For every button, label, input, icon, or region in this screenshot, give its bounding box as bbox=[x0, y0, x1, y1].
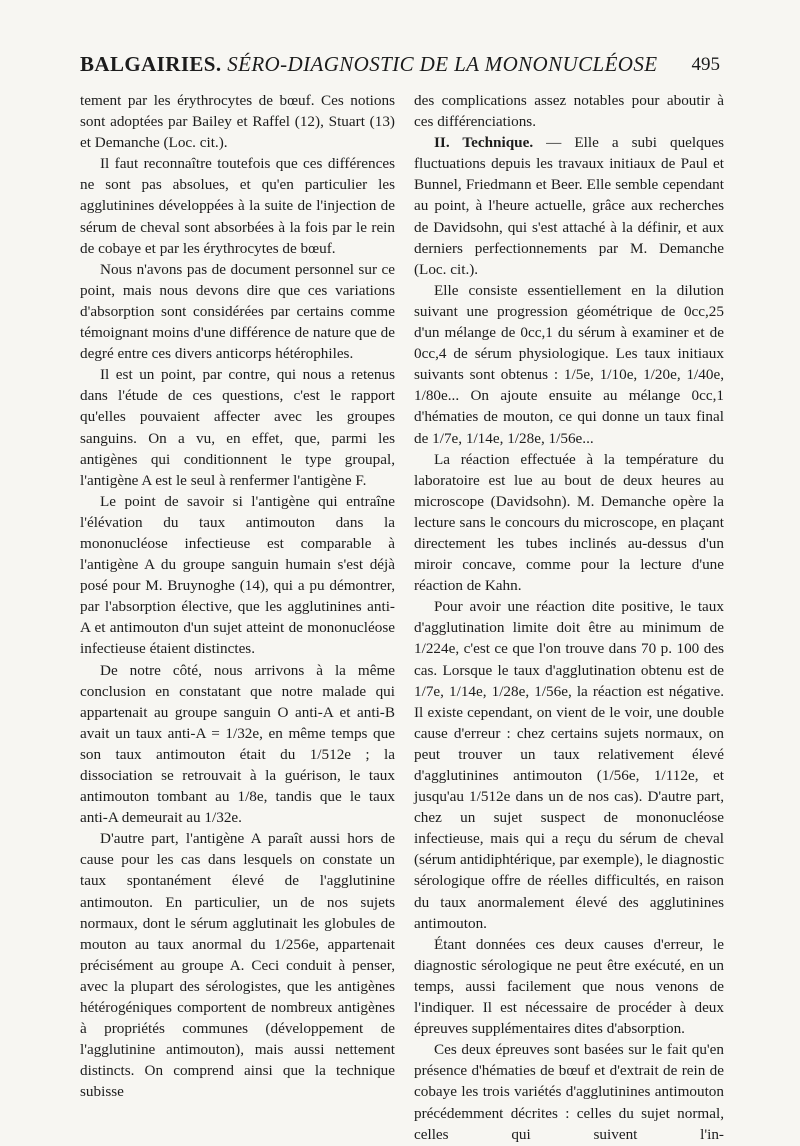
paragraph: Elle consiste essentiellement en la dilution suivant une progression géométrique de 0cc,25 d'un mélange de 0cc,1 du sérum à examiner et de 0cc,4 de sérum physiologique. Les taux initiaux suivants sont obtenus : 1/5e, 1/10e, 1/20e, 1/40e, 1/80e... On ajoute ensuite au mélange 0cc,1 d'hématies de mouton, ce qui donne un taux final de 1/7e, 1/14e, 1/28e, 1/56e... bbox=[414, 281, 724, 447]
paragraph: Pour avoir une réaction dite positive, le taux d'agglutination limite doit être au minimum de 1/224e, c'est ce que l'on trouve dans 70 p. 100 des cas. Lorsque le taux d'agglutination obtenu est de 1/7e, 1/14e, 1/28e, 1/56e, la réaction est négative. Il existe cependant, on vient de le voir, une double cause d'erreur : chez certains sujets normaux, on peut trouver un taux relativement élevé d'agglutinines antimouton (1/56e, 1/112e, et jusqu'au 1/512e dans un de nos cas). D'autre part, chez un sujet suspect de mononucléose infectieuse, mais qui a reçu du sérum de cheval (sérum antidiphtérique, par exemple), le diagnostic sérologique offre de réelles difficultés, en raison du taux anormalement élevé des agglutinines antimouton. bbox=[414, 598, 724, 932]
paragraph: D'autre part, l'antigène A paraît aussi hors de cause pour les cas dans lesquels on constate un taux spontanément élevé de l'agglutinine antimouton. En particulier, un de nos sujets normaux, dont le sérum agglutinait les globules de mouton au taux anormal du 1/256e, appartenait précisément au groupe A. Ceci conduit à penser, avec la plupart des sérologistes, que les antigènes hétérogéniques comportent de nombreux antigènes à propriétés communes (développement de l'agglutinine antimouton), mais aussi nettement distincts. On comprend ainsi que la technique subisse bbox=[80, 830, 395, 1101]
left-column bbox=[80, 90, 395, 1103]
paragraph-text: — Elle a subi quelques fluctuations depuis les travaux initiaux de Paul et Bunnel, Friedmann et Beer. Elle semble cependant au point, à l'heure actuelle, grâce aux recherches de Davidsohn, qui s'est attaché à la définir, et aux derniers perfectionnements par M. Demanche (Loc. cit.). bbox=[414, 134, 724, 278]
running-title-author: BALGAIRIES. bbox=[80, 52, 222, 76]
paragraph: De notre côté, nous arrivons à la même conclusion en constatant que notre malade qui appartenait au groupe sanguin O anti-A et anti-B avait un taux anti-A = 1/32e, en même temps que son taux antimouton était du 1/512e ; la dissociation se retrouvait à la guérison, le taux antimouton tombant au 1/8e, tandis que le taux anti-A demeurait au 1/32e. bbox=[80, 661, 395, 827]
paragraph: tement par les érythrocytes de bœuf. Ces notions sont adoptées par Bailey et Raffel (12), Stuart (13) et Demanche (Loc. cit.). bbox=[80, 92, 395, 152]
running-title bbox=[80, 52, 658, 77]
page-number: 495 bbox=[691, 54, 720, 75]
paragraph: La réaction effectuée à la température du laboratoire est lue au bout de deux heures au microscope (Davidsohn). M. Demanche opère la lecture sans le concours du microscope, en plaçant directement les tubes inclinés au-dessus d'un miroir concave, comme pour la lecture d'une réaction de Kahn. bbox=[414, 450, 724, 595]
running-title-text: SÉRO-DIAGNOSTIC DE LA MONONUCLÉOSE bbox=[227, 52, 658, 76]
paragraph: Étant données ces deux causes d'erreur, le diagnostic sérologique ne peut être exécuté, en un temps, aussi facilement que nous venons de l'indiquer. Il est nécessaire de procéder à deux épreuves supplémentaires dites d'absorption. bbox=[414, 935, 724, 1038]
paragraph: Nous n'avons pas de document personnel sur ce point, mais nous devons dire que ces variations d'absorption sont considérées par certains comme témoignant moins d'une différence de nature que de degré entre ces divers anticorps hétérophiles. bbox=[80, 260, 395, 363]
section-paragraph bbox=[414, 132, 724, 280]
paragraph: Il faut reconnaître toutefois que ces différences ne sont pas absolues, et qu'en particulier les agglutinines développées à la suite de l'injection de sérum de cheval sont absorbées à la fois par le rein de cobaye et par les érythrocytes de bœuf. bbox=[80, 155, 395, 257]
paragraph: des complications assez notables pour aboutir à ces différenciations. bbox=[414, 92, 724, 131]
paragraph: Le point de savoir si l'antigène qui entraîne l'élévation du taux antimouton dans la mononucléose infectieuse est comparable à l'antigène A du groupe sanguin humain s'est déjà posé pour M. Bruynoghe (14), qui a pu démontrer, par l'absorption élective, que les agglutinines anti-A et antimouton d'un sujet atteint de mononucléose infectieuse étaient distinctes. bbox=[80, 492, 395, 658]
paragraph: Il est un point, par contre, qui nous a retenus dans l'étude de ces questions, c'est le rapport qu'elles pouvaient affecter avec les groupes sanguins. On a vu, en effet, que, parmi les antigènes qui conditionnent le type groupal, l'antigène A est le seul à renfermer l'antigène F. bbox=[80, 366, 395, 489]
page-header bbox=[80, 52, 720, 82]
right-column bbox=[414, 90, 724, 1145]
section-heading: II. Technique. bbox=[434, 134, 534, 152]
paragraph: Ces deux épreuves sont basées sur le fait qu'en présence d'hématies de bœuf et d'extrait de rein de cobaye les trois variétés d'agglutinines antimouton précédemment décrites : celles du sujet normal, celles qui suivent l'in- bbox=[414, 1041, 724, 1143]
